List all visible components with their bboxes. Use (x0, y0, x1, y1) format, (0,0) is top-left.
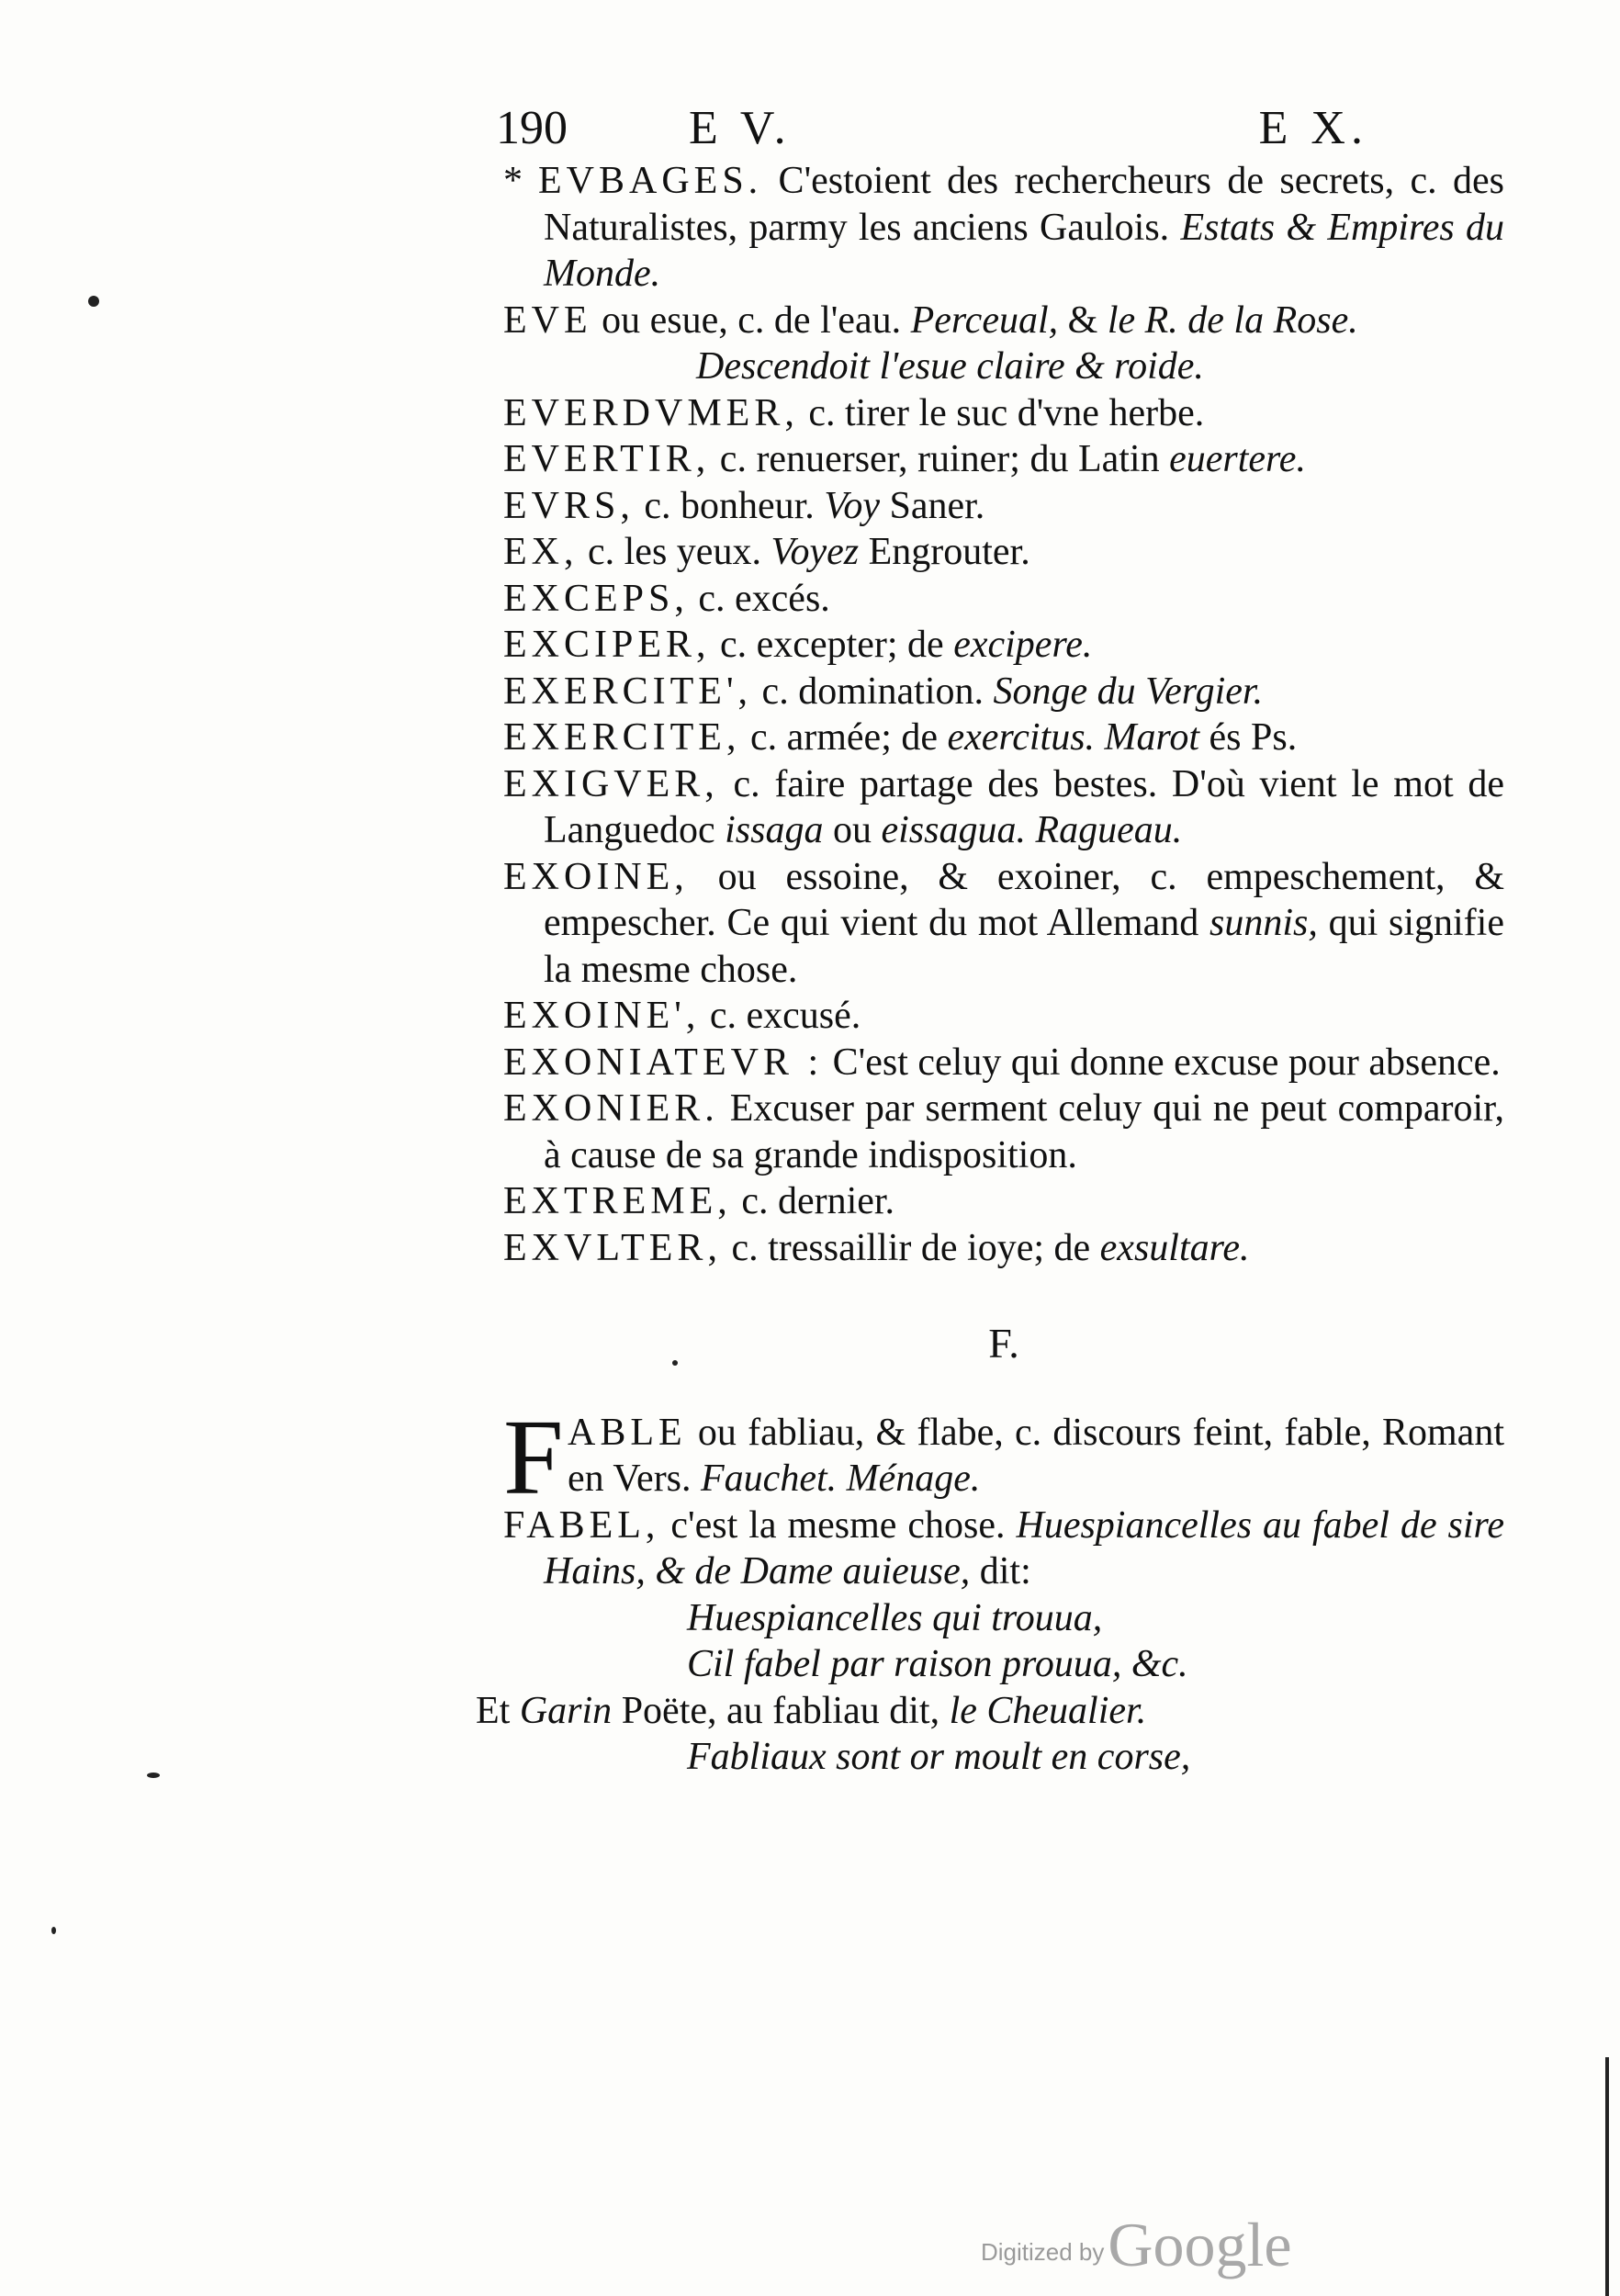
german-word: sunnis, (1209, 902, 1318, 944)
source-citation: Fauchet. Ménage. (701, 1458, 981, 1500)
headword: EVBAGES. (538, 160, 763, 202)
source-citation: le Cheualier. (949, 1689, 1147, 1732)
ink-speck (147, 1773, 160, 1778)
definition: c. faire partage des bestes. D'où vient le mot de Languedoc (544, 762, 1504, 851)
entry-everdvmer (503, 390, 1504, 437)
definition: c. dernier. (731, 1180, 895, 1222)
entry-ex (503, 529, 1504, 576)
entry-evertir (503, 436, 1504, 483)
headword: EVRS, (503, 484, 635, 527)
section-letter-heading: F. (988, 1320, 1019, 1367)
source-citation: Songe du Vergier. (993, 670, 1264, 713)
dialect-word: issaga (725, 809, 824, 851)
definition: c. renuerser, ruiner; du Latin (710, 438, 1170, 480)
headword: EXOINE, (503, 855, 689, 898)
right-running-head: E X. (1258, 102, 1368, 154)
latin-word: euertere. (1169, 438, 1306, 480)
headword: EXTREME, (503, 1180, 732, 1222)
headword: EXIGVER, (503, 762, 719, 805)
garin-text: Poëte, au fabliau dit, (612, 1689, 950, 1732)
headword: EVERDVMER, (503, 391, 799, 434)
source-citation-2: le R. de la Rose. (1107, 298, 1358, 342)
headword: EXCEPS, (503, 577, 689, 620)
definition-cont: ou (823, 809, 882, 851)
verse-quotation: Descendoit l'esue claire & roide. (696, 345, 1204, 388)
definition: c. excepter; de (710, 624, 954, 666)
definition: c. les yeux. (578, 531, 771, 573)
headword: EVE (503, 298, 592, 342)
definition: c. excés. (688, 577, 830, 620)
entry-fable (503, 1396, 1504, 1517)
entry-exoine-excuse (503, 993, 1504, 1040)
definition: c. tirer le suc d'vne herbe. (798, 391, 1205, 434)
headword: FABEL, (503, 1503, 660, 1547)
definition: ou essoine, & exoiner, c. empeschement, & empescher. Ce qui vient du mot Allemand (544, 855, 1504, 944)
source-citation: Perceual, (910, 298, 1059, 342)
headword: EXERCITE', (503, 670, 753, 713)
headword: EXONIER. (503, 1087, 719, 1130)
definition: c. bonheur. (634, 484, 825, 527)
definition-cont: & (1058, 298, 1108, 342)
digitized-by-text: Digitized by (981, 2238, 1105, 2266)
definition: C'est celuy qui donne excuse pour absence. (823, 1041, 1501, 1084)
definition-cont: Engrouter. (859, 531, 1030, 573)
headword: EX, (503, 531, 579, 573)
garin-pre: Et (476, 1689, 520, 1732)
ink-speck (672, 1360, 678, 1366)
source-citation: Estats & Empires du Monde. (544, 206, 1505, 295)
headword: ABLE (568, 1411, 687, 1454)
latin-word: exsultare. (1099, 1226, 1250, 1269)
left-running-head: E V. (689, 102, 792, 154)
definition: ou fabliau, & flabe, c. discours feint, fable, Romant en Vers. (568, 1411, 1504, 1500)
cross-ref: Voy (824, 484, 880, 527)
entry-exvlter (503, 1225, 1504, 1272)
entry-exceps (503, 576, 1504, 623)
verse-garin: Fabliaux sont or moult en corse, (687, 1736, 1191, 1778)
headword: EXVLTER, (503, 1226, 722, 1269)
entry-evrs (503, 483, 1504, 530)
entry-exonier (503, 1086, 1504, 1178)
ink-speck (88, 296, 99, 307)
definition: C'estoient des rechercheurs de secrets, c. des Naturalistes, parmy les anciens Gaulois. (544, 160, 1504, 249)
garin-paragraph (476, 1688, 1504, 1735)
verse-line-2: Cil fabel par raison prouua, &c. (687, 1643, 1188, 1685)
entry-fabel (503, 1503, 1504, 1595)
page-number: 190 (496, 102, 568, 154)
definition-cont: dit: (970, 1550, 1031, 1593)
definition: c'est la mesme chose. (659, 1503, 1017, 1547)
entry-exoniatevr (503, 1040, 1504, 1086)
latin-word: excipere. (953, 624, 1093, 666)
page-edge-mark (1605, 2057, 1609, 2296)
headword: EVERTIR, (503, 438, 711, 480)
google-logo: Google (1108, 2210, 1292, 2279)
ink-speck (51, 1927, 56, 1934)
running-header (496, 101, 1368, 165)
entry-extreme (503, 1178, 1504, 1225)
definition: Excuser par serment celuy qui ne peut comparoir, à cause de sa grande indisposition. (544, 1087, 1504, 1176)
cross-ref: Voyez (771, 531, 860, 573)
definition: ou esue, c. de l'eau. (591, 298, 911, 342)
definition-cont: qui signifie la mesme chose. (544, 902, 1504, 991)
asterisk-mark: * (503, 160, 523, 202)
source-citation: eissagua. Ragueau. (881, 809, 1183, 851)
entry-exoine (503, 854, 1504, 994)
definition: c. excusé. (700, 995, 861, 1037)
author-name: Garin (519, 1689, 613, 1732)
latin-word: exercitus. Marot (947, 716, 1199, 759)
headword: EXOINE', (503, 995, 701, 1037)
dictionary-text (476, 158, 1505, 1781)
headword: EXCIPER, (503, 624, 711, 666)
entry-exercite-armee (503, 715, 1504, 761)
entry-eve (503, 298, 1504, 344)
definition: c. armée; de (740, 716, 948, 759)
definition-cont: és Ps. (1199, 716, 1298, 759)
entry-exciper (503, 622, 1504, 669)
headword: EXERCITE, (503, 716, 741, 759)
source-citation: Huespiancelles au fabel de sire Hains, & de Dame auieuse, (544, 1503, 1504, 1593)
entry-evbages (503, 158, 1504, 298)
definition: c. domination. (752, 670, 994, 713)
entry-exigver (503, 761, 1504, 854)
digitized-watermark (981, 2209, 1292, 2281)
definition-cont: Saner. (879, 484, 985, 527)
entry-exercite-domination (503, 669, 1504, 715)
headword: EXONIATEVR : (503, 1041, 824, 1084)
definition: c. tressaillir de ioye; de (721, 1226, 1100, 1269)
verse-line-1: Huespiancelles qui trouua, (687, 1596, 1103, 1639)
drop-capital: F (503, 1396, 564, 1517)
